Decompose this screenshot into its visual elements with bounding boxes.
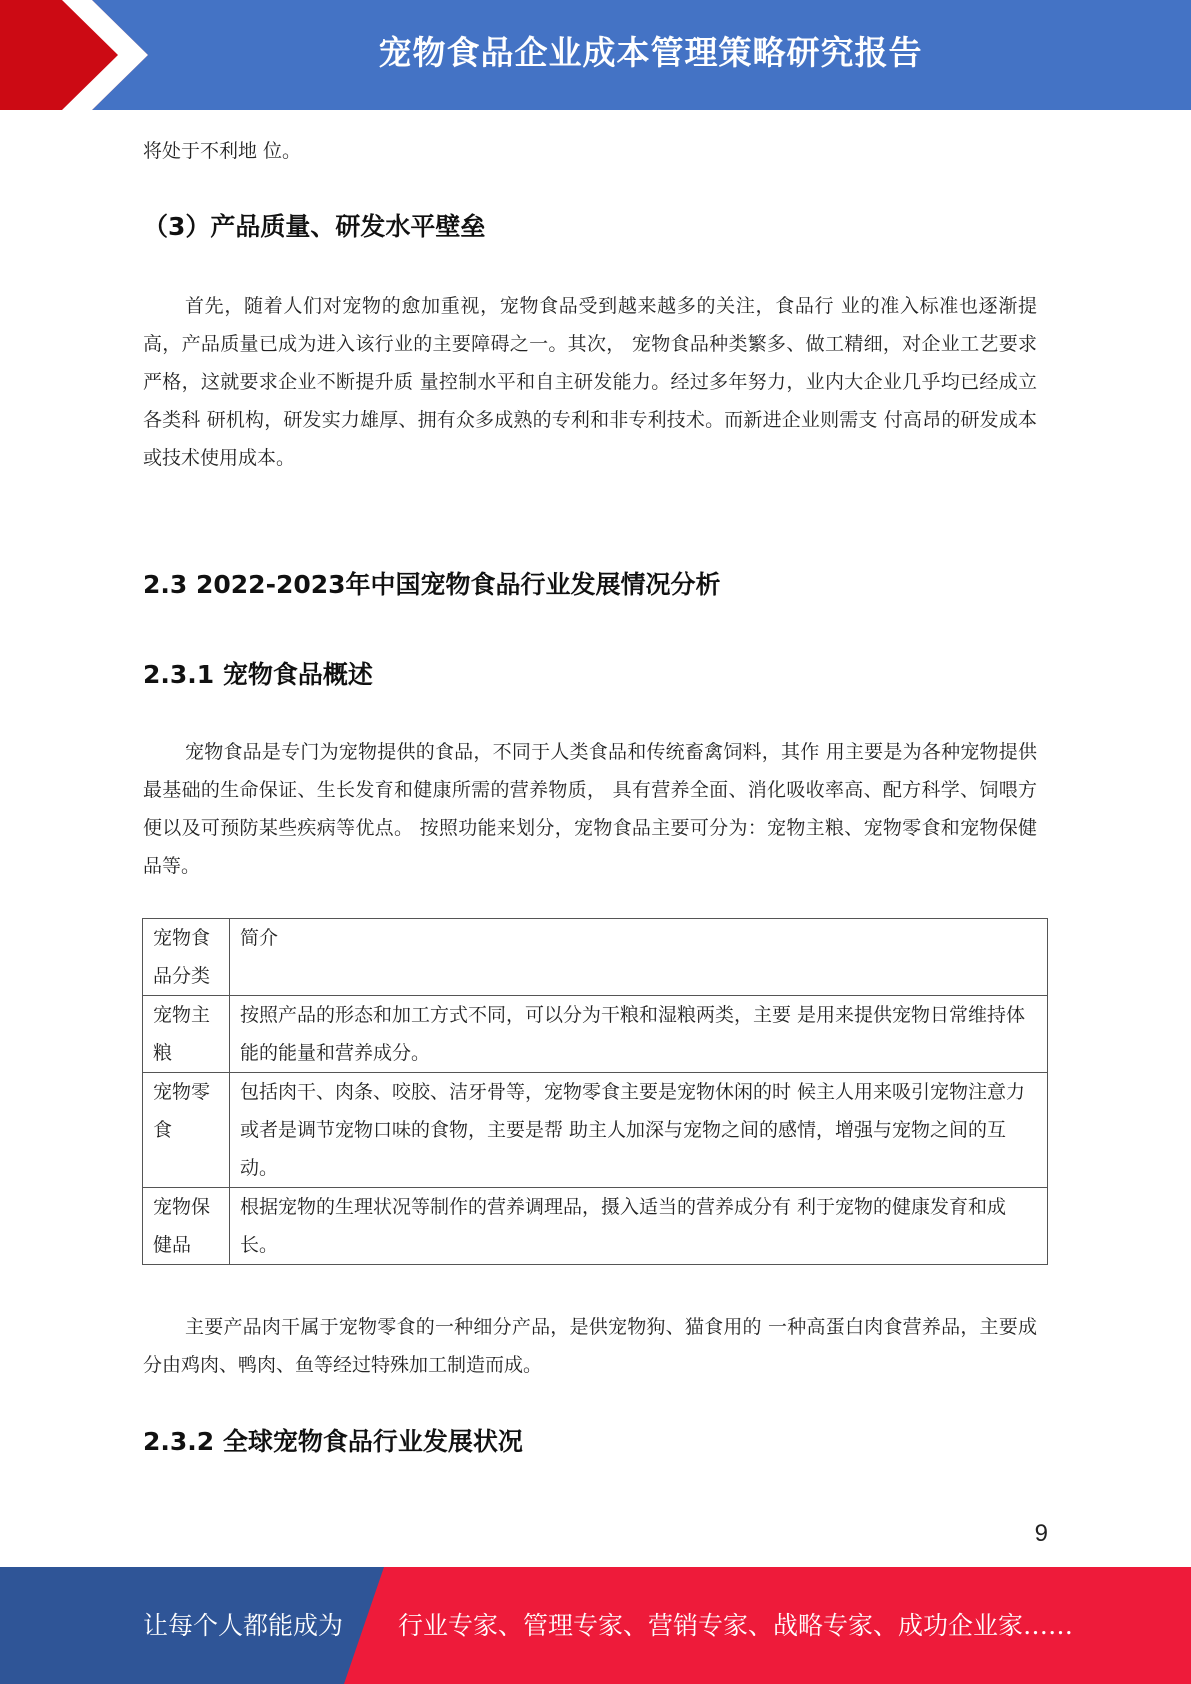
footer-slogan-left: 让每个人都能成为 [143,1611,344,1640]
table-row [143,1073,1048,1188]
paragraph-main-product: 主要产品肉干属于宠物零食的一种细分产品，是供宠物狗、猫食用的 一种高蛋白肉食营养品，主要成分由鸡肉、鸭肉、鱼等经过特殊加工制造而成。 [143,1316,1037,1376]
page-number: 9 [1034,1520,1048,1547]
page-header [0,0,1191,110]
page-footer [0,1567,1191,1684]
report-title: 宠物食品企业成本管理策略研究报告 [378,33,923,72]
table-header-cell: 简介 [230,919,1048,996]
heading-section-2-3-1: 2.3.1 宠物食品概述 [143,660,373,689]
table-header-cell: 宠物食品分类 [143,919,230,996]
table-cell-category: 宠物保健品 [143,1188,230,1265]
pet-food-category-table [142,918,1048,1265]
heading-barrier-quality: （3）产品质量、研发水平壁垒 [143,212,486,241]
table-row [143,996,1048,1073]
footer-slogan-right: 行业专家、管理专家、营销专家、战略专家、成功企业家…… [398,1611,1074,1640]
table-cell-description: 按照产品的形态和加工方式不同，可以分为干粮和湿粮两类，主要 是用来提供宠物日常维持体能的能量和营养成分。 [230,996,1048,1073]
heading-section-2-3: 2.3 2022-2023年中国宠物食品行业发展情况分析 [143,570,721,599]
table-cell-category: 宠物零食 [143,1073,230,1188]
table-row [143,1188,1048,1265]
table-cell-description: 包括肉干、肉条、咬胶、洁牙骨等，宠物零食主要是宠物休闲的时 候主人用来吸引宠物注意力或者是调节宠物口味的食物，主要是帮 助主人加深与宠物之间的感情，增强与宠物之间的互动。 [230,1073,1048,1188]
table-header-row [143,919,1048,996]
paragraph-previous: 将处于不利地 位。 [143,140,302,162]
paragraph-barrier-quality: 首先，随着人们对宠物的愈加重视，宠物食品受到越来越多的关注，食品行 业的准入标准也逐渐提高，产品质量已成为进入该行业的主要障碍之一。其次， 宠物食品种类繁多、做工精细，对企业工艺要求严格，这就要求企业不断提升质 量控制水平和自主研发能力。经过多年努力，业内大企业几乎均已经成立各类科 研机构，研发实力雄厚、拥有众多成熟的专利和非专利技术。而新进企业则需支 付高昂的研发成本或技术使用成本。 [143,295,1037,469]
table-cell-description: 根据宠物的生理状况等制作的营养调理品，摄入适当的营养成分有 利于宠物的健康发育和成长。 [230,1188,1048,1265]
paragraph-pet-food-overview: 宠物食品是专门为宠物提供的食品，不同于人类食品和传统畜禽饲料，其作 用主要是为各种宠物提供最基础的生命保证、生长发育和健康所需的营养物质， 具有营养全面、消化吸收率高、配方科学、饲喂方便以及可预防某些疾病等优点。 按照功能来划分，宠物食品主要可分为：宠物主粮、宠物零食和宠物保健品等。 [143,741,1037,877]
heading-section-2-3-2: 2.3.2 全球宠物食品行业发展状况 [143,1427,523,1456]
table-cell-category: 宠物主粮 [143,996,230,1073]
